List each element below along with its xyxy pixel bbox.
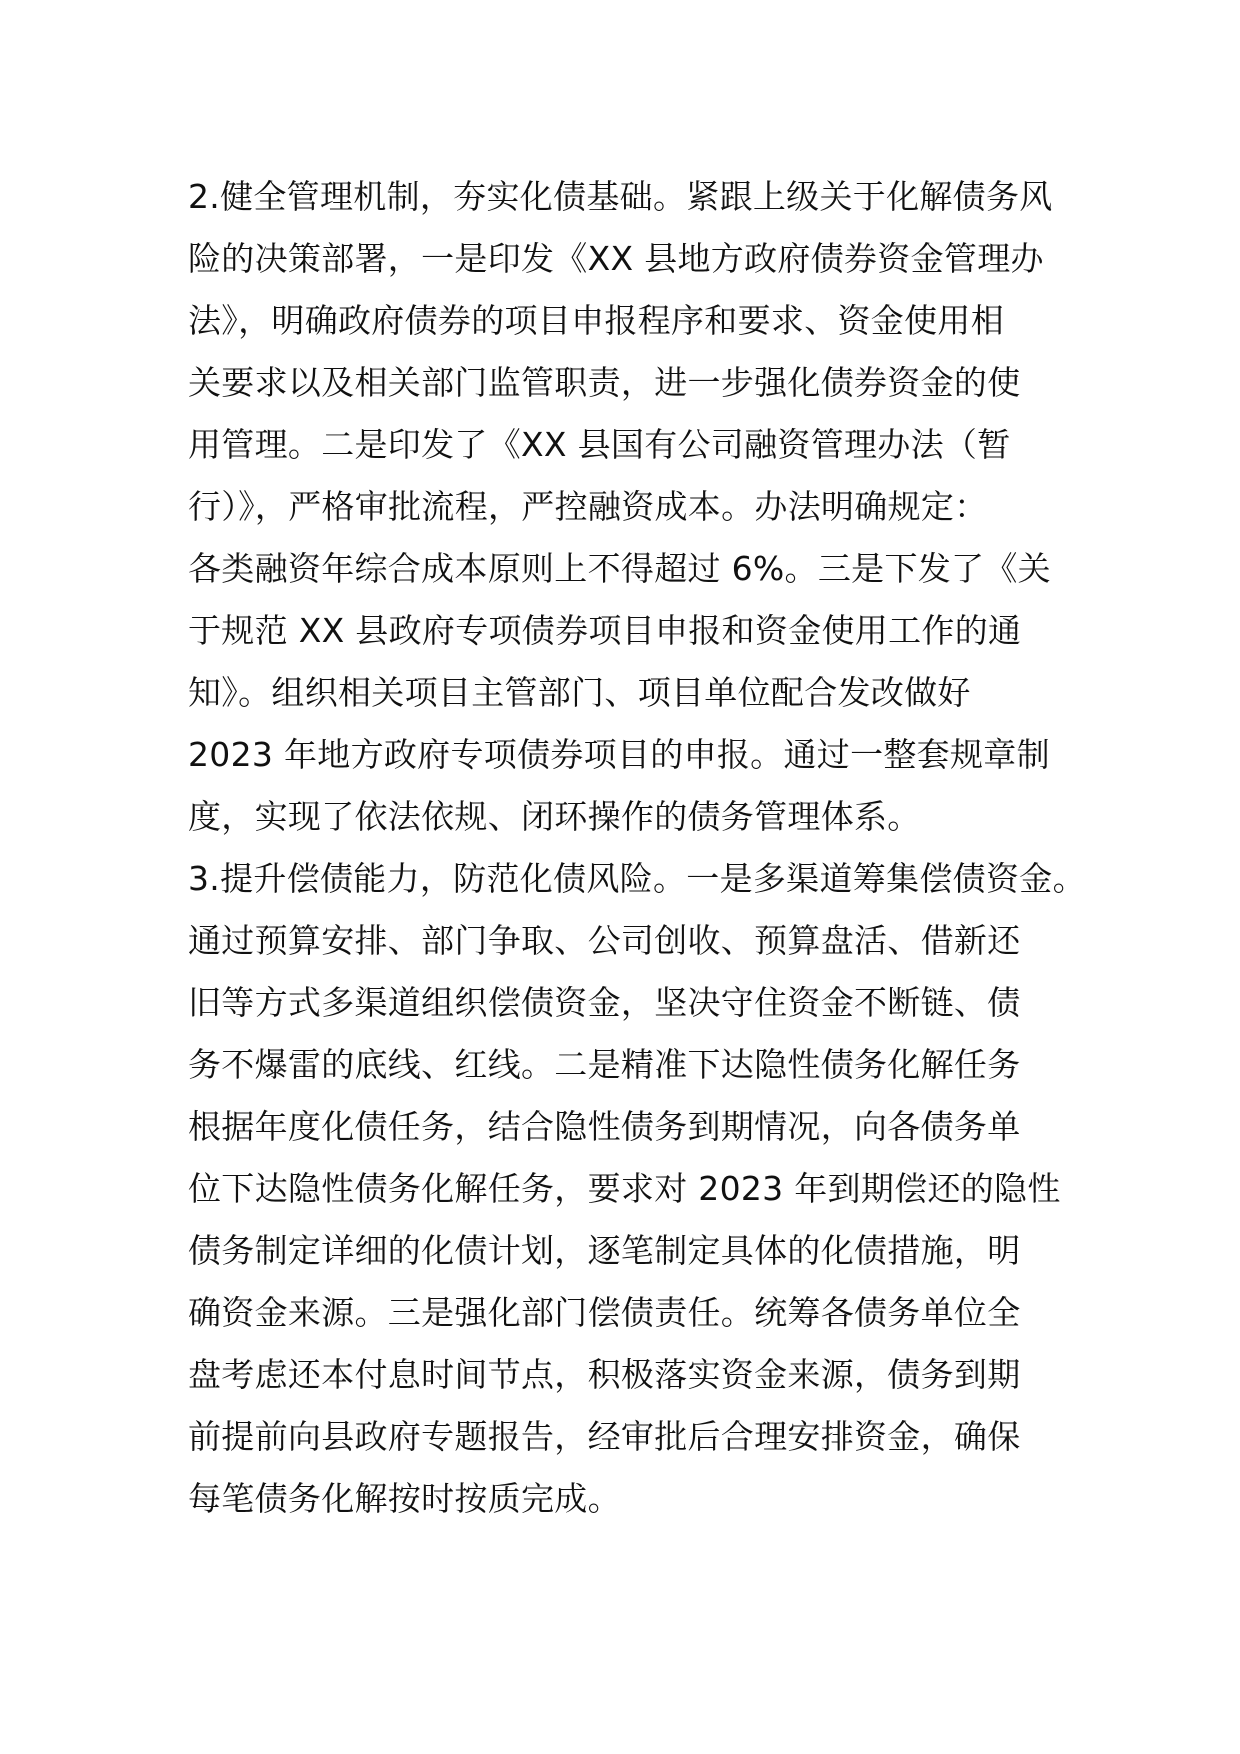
- text-line: 位下达隐性债务化解任务，要求对 2023 年到期偿还的隐性: [188, 1169, 1061, 1208]
- text-line: 于规范 XX 县政府专项债券项目申报和资金使用工作的通: [188, 611, 1022, 650]
- text-line: 知》。组织相关项目主管部门、项目单位配合发改做好: [188, 673, 971, 712]
- text-line: 2.健全管理机制，夯实化债基础。紧跟上级关于化解债务风: [188, 177, 1053, 216]
- text-line: 每笔债务化解按时按质完成。: [188, 1479, 621, 1518]
- text-line: 险的决策部署，一是印发《XX 县地方政府债券资金管理办: [188, 239, 1044, 278]
- text-line: 关要求以及相关部门监管职责，进一步强化债券资金的使: [188, 363, 1021, 402]
- text-line: 用管理。二是印发了《XX 县国有公司融资管理办法（暂: [188, 425, 1011, 464]
- text-line: 务不爆雷的底线、红线。二是精准下达隐性债务化解任务: [188, 1045, 1021, 1084]
- text-line: 确资金来源。三是强化部门偿债责任。统筹各债务单位全: [188, 1293, 1021, 1332]
- text-line: 债务制定详细的化债计划，逐笔制定具体的化债措施，明: [188, 1231, 1021, 1270]
- text-line: 度，实现了依法依规、闭环操作的债务管理体系。: [188, 797, 921, 836]
- text-line: 盘考虑还本付息时间节点，积极落实资金来源，债务到期: [188, 1355, 1021, 1394]
- body-text: [188, 166, 1086, 1530]
- text-line: 2023 年地方政府专项债券项目的申报。通过一整套规章制: [188, 735, 1050, 774]
- text-line: 旧等方式多渠道组织偿债资金，坚决守住资金不断链、债: [188, 983, 1021, 1022]
- text-line: 行）》，严格审批流程，严控融资成本。办法明确规定：: [188, 487, 988, 526]
- text-line: 法》，明确政府债券的项目申报程序和要求、资金使用相: [188, 301, 1004, 340]
- text-line: 根据年度化债任务，结合隐性债务到期情况，向各债务单: [188, 1107, 1021, 1146]
- text-line: 3.提升偿债能力，防范化债风险。一是多渠道筹集偿债资金。: [188, 859, 1086, 898]
- text-line: 前提前向县政府专题报告，经审批后合理安排资金，确保: [188, 1417, 1021, 1456]
- text-line: 各类融资年综合成本原则上不得超过 6%。三是下发了《关: [188, 549, 1051, 588]
- text-line: 通过预算安排、部门争取、公司创收、预算盘活、借新还: [188, 921, 1021, 960]
